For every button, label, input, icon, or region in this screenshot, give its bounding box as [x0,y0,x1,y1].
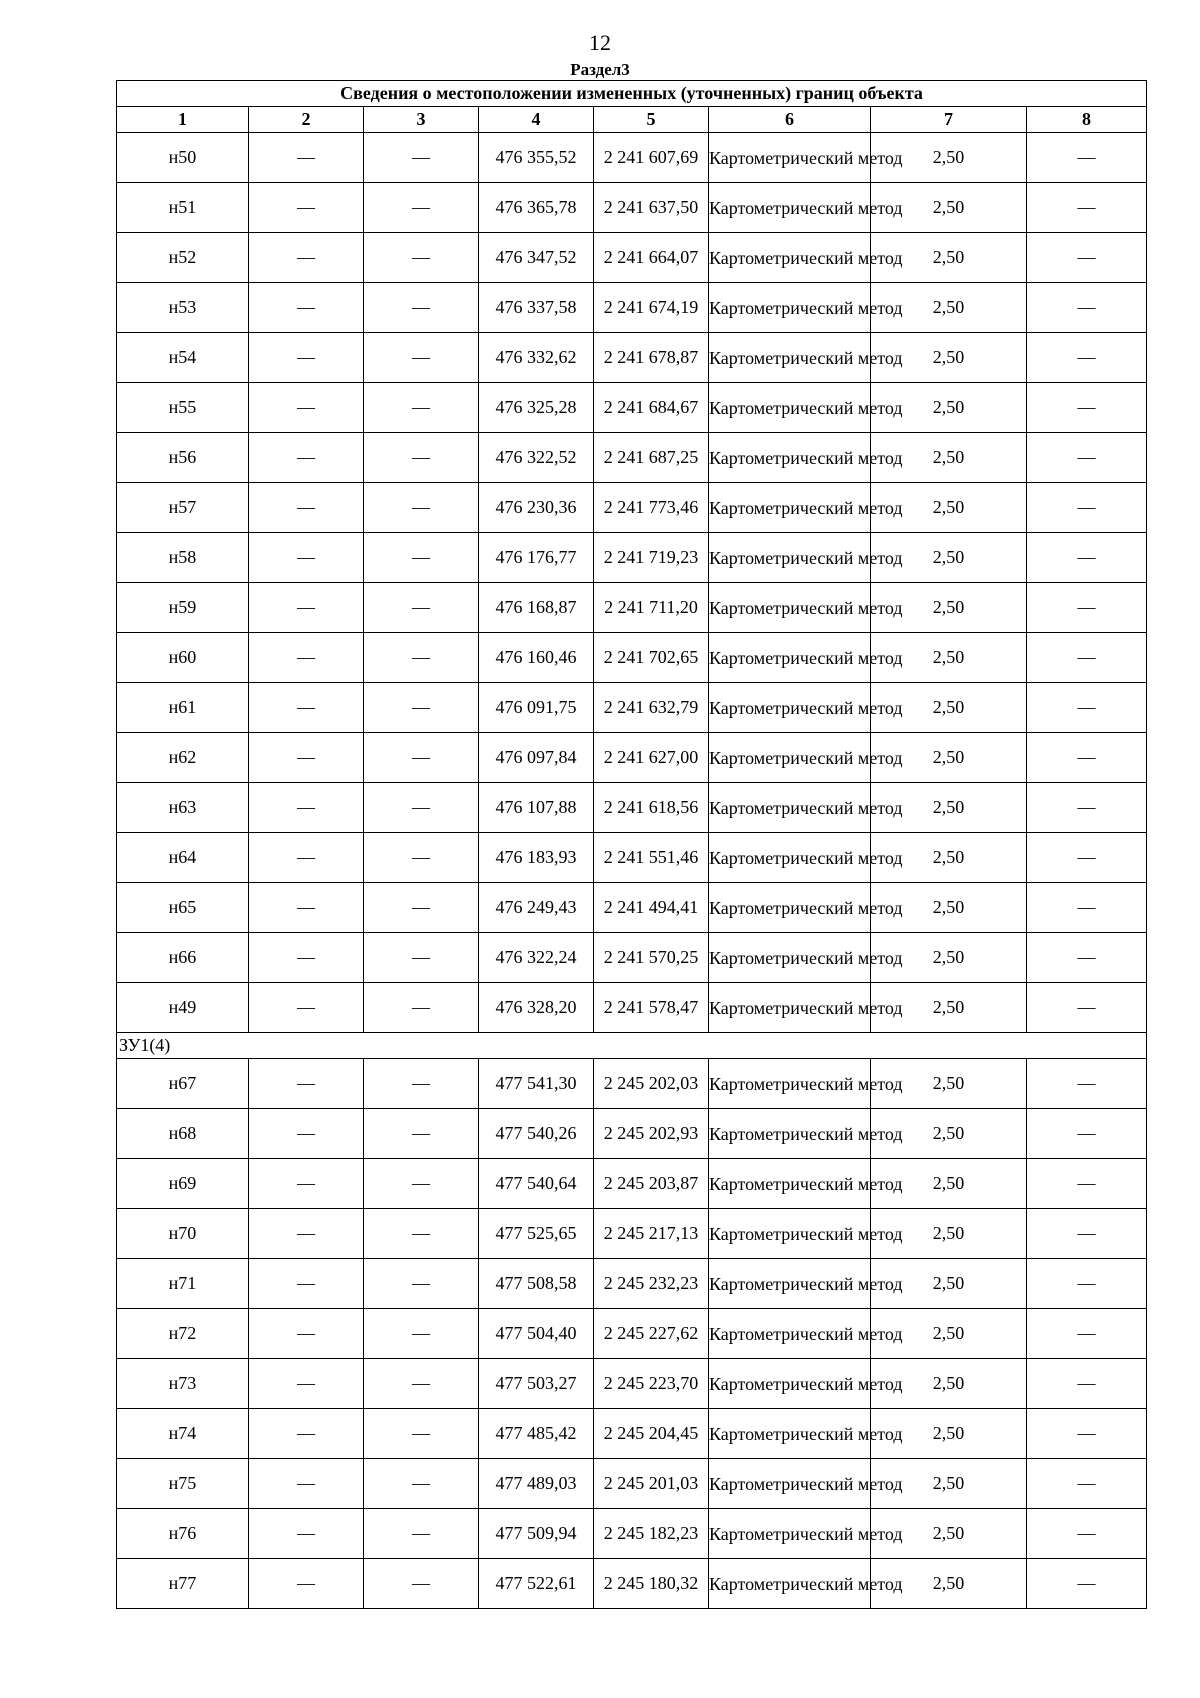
accuracy-cell: 2,50 [871,583,1027,633]
y-coordinate-cell: 2 245 223,70 [594,1359,709,1409]
dash-cell: — [364,1309,479,1359]
y-coordinate-cell: 2 241 687,25 [594,433,709,483]
accuracy-cell: 2,50 [871,1409,1027,1459]
dash-cell: — [1027,633,1147,683]
accuracy-cell: 2,50 [871,1359,1027,1409]
dash-cell: — [364,333,479,383]
method-cell: Картометрический метод [709,1259,871,1309]
dash-cell: — [249,733,364,783]
method-cell: Картометрический метод [709,883,871,933]
dash-cell: — [364,1559,479,1609]
accuracy-cell: 2,50 [871,1109,1027,1159]
point-name-cell: н55 [117,383,249,433]
dash-cell: — [364,483,479,533]
dash-cell: — [1027,1259,1147,1309]
point-name-cell: н64 [117,833,249,883]
x-coordinate-cell: 476 328,20 [479,983,594,1033]
dash-cell: — [249,433,364,483]
table-row [117,733,1147,783]
y-coordinate-cell: 2 241 664,07 [594,233,709,283]
dash-cell: — [364,983,479,1033]
y-coordinate-cell: 2 241 618,56 [594,783,709,833]
dash-cell: — [1027,583,1147,633]
x-coordinate-cell: 476 160,46 [479,633,594,683]
point-name-cell: н63 [117,783,249,833]
table-row [117,333,1147,383]
point-name-cell: н49 [117,983,249,1033]
y-coordinate-cell: 2 245 202,93 [594,1109,709,1159]
x-coordinate-cell: 476 230,36 [479,483,594,533]
dash-cell: — [1027,833,1147,883]
dash-cell: — [364,433,479,483]
dash-cell: — [1027,133,1147,183]
point-name-cell: н77 [117,1559,249,1609]
column-number: 3 [364,107,479,133]
y-coordinate-cell: 2 241 684,67 [594,383,709,433]
dash-cell: — [249,983,364,1033]
method-cell: Картометрический метод [709,433,871,483]
point-name-cell: н54 [117,333,249,383]
dash-cell: — [364,1459,479,1509]
accuracy-cell: 2,50 [871,1059,1027,1109]
table-row [117,283,1147,333]
dash-cell: — [249,233,364,283]
dash-cell: — [364,1209,479,1259]
table-row [117,133,1147,183]
dash-cell: — [364,733,479,783]
table-row [117,1209,1147,1259]
table-row [117,1509,1147,1559]
dash-cell: — [364,833,479,883]
x-coordinate-cell: 476 337,58 [479,283,594,333]
point-name-cell: н66 [117,933,249,983]
method-cell: Картометрический метод [709,333,871,383]
dash-cell: — [1027,883,1147,933]
table-row [117,583,1147,633]
dash-cell: — [249,1559,364,1609]
dash-cell: — [1027,683,1147,733]
group-label: ЗУ1(4) [117,1033,1147,1059]
method-cell: Картометрический метод [709,783,871,833]
dash-cell: — [249,283,364,333]
point-name-cell: н75 [117,1459,249,1509]
point-name-cell: н72 [117,1309,249,1359]
table-row [117,1409,1147,1459]
accuracy-cell: 2,50 [871,483,1027,533]
dash-cell: — [364,883,479,933]
dash-cell: — [249,1359,364,1409]
dash-cell: — [249,1509,364,1559]
dash-cell: — [1027,283,1147,333]
x-coordinate-cell: 477 504,40 [479,1309,594,1359]
method-cell: Картометрический метод [709,983,871,1033]
dash-cell: — [364,1109,479,1159]
dash-cell: — [249,1309,364,1359]
accuracy-cell: 2,50 [871,283,1027,333]
method-cell: Картометрический метод [709,933,871,983]
x-coordinate-cell: 476 183,93 [479,833,594,883]
group-label-row [117,1033,1147,1059]
method-cell: Картометрический метод [709,633,871,683]
dash-cell: — [249,1059,364,1109]
point-name-cell: н73 [117,1359,249,1409]
accuracy-cell: 2,50 [871,1559,1027,1609]
dash-cell: — [1027,1109,1147,1159]
method-cell: Картометрический метод [709,483,871,533]
dash-cell: — [1027,383,1147,433]
y-coordinate-cell: 2 245 202,03 [594,1059,709,1109]
accuracy-cell: 2,50 [871,733,1027,783]
table-row [117,833,1147,883]
boundary-coordinates-table [116,80,1147,1609]
accuracy-cell: 2,50 [871,333,1027,383]
y-coordinate-cell: 2 241 678,87 [594,333,709,383]
point-name-cell: н60 [117,633,249,683]
x-coordinate-cell: 476 091,75 [479,683,594,733]
y-coordinate-cell: 2 241 773,46 [594,483,709,533]
table-row [117,1559,1147,1609]
accuracy-cell: 2,50 [871,983,1027,1033]
x-coordinate-cell: 477 508,58 [479,1259,594,1309]
dash-cell: — [249,583,364,633]
dash-cell: — [249,333,364,383]
dash-cell: — [364,1059,479,1109]
method-cell: Картометрический метод [709,1109,871,1159]
y-coordinate-cell: 2 241 711,20 [594,583,709,633]
method-cell: Картометрический метод [709,733,871,783]
x-coordinate-cell: 476 322,52 [479,433,594,483]
y-coordinate-cell: 2 241 570,25 [594,933,709,983]
column-number: 6 [709,107,871,133]
method-cell: Картометрический метод [709,583,871,633]
x-coordinate-cell: 477 489,03 [479,1459,594,1509]
y-coordinate-cell: 2 245 203,87 [594,1159,709,1209]
point-name-cell: н68 [117,1109,249,1159]
accuracy-cell: 2,50 [871,1209,1027,1259]
table-row [117,1259,1147,1309]
dash-cell: — [1027,1559,1147,1609]
dash-cell: — [364,1509,479,1559]
method-cell: Картометрический метод [709,1559,871,1609]
page-number: 12 [589,30,611,55]
dash-cell: — [1027,1309,1147,1359]
dash-cell: — [1027,933,1147,983]
y-coordinate-cell: 2 241 637,50 [594,183,709,233]
point-name-cell: н56 [117,433,249,483]
method-cell: Картометрический метод [709,1459,871,1509]
point-name-cell: н61 [117,683,249,733]
accuracy-cell: 2,50 [871,233,1027,283]
method-cell: Картометрический метод [709,283,871,333]
dash-cell: — [249,783,364,833]
point-name-cell: н76 [117,1509,249,1559]
point-name-cell: н71 [117,1259,249,1309]
accuracy-cell: 2,50 [871,1259,1027,1309]
dash-cell: — [249,533,364,583]
column-number: 2 [249,107,364,133]
table-row [117,383,1147,433]
x-coordinate-cell: 476 365,78 [479,183,594,233]
table-row [117,1109,1147,1159]
dash-cell: — [1027,333,1147,383]
dash-cell: — [364,683,479,733]
table-row [117,1059,1147,1109]
point-name-cell: н74 [117,1409,249,1459]
table-row [117,433,1147,483]
point-name-cell: н70 [117,1209,249,1259]
point-name-cell: н62 [117,733,249,783]
point-name-cell: н67 [117,1059,249,1109]
dash-cell: — [1027,533,1147,583]
method-cell: Картометрический метод [709,133,871,183]
x-coordinate-cell: 477 503,27 [479,1359,594,1409]
table-row [117,483,1147,533]
dash-cell: — [364,533,479,583]
dash-cell: — [249,183,364,233]
table-row [117,1459,1147,1509]
x-coordinate-cell: 476 322,24 [479,933,594,983]
column-number-row [117,107,1147,133]
method-cell: Картометрический метод [709,233,871,283]
point-name-cell: н58 [117,533,249,583]
dash-cell: — [249,633,364,683]
dash-cell: — [1027,1509,1147,1559]
dash-cell: — [364,783,479,833]
accuracy-cell: 2,50 [871,683,1027,733]
table-row [117,533,1147,583]
table-row [117,1159,1147,1209]
point-name-cell: н57 [117,483,249,533]
y-coordinate-cell: 2 245 232,23 [594,1259,709,1309]
accuracy-cell: 2,50 [871,833,1027,883]
dash-cell: — [249,683,364,733]
accuracy-cell: 2,50 [871,1159,1027,1209]
dash-cell: — [249,483,364,533]
dash-cell: — [364,1409,479,1459]
y-coordinate-cell: 2 241 674,19 [594,283,709,333]
table-row [117,933,1147,983]
dash-cell: — [1027,1409,1147,1459]
y-coordinate-cell: 2 241 627,00 [594,733,709,783]
table-row [117,783,1147,833]
point-name-cell: н52 [117,233,249,283]
accuracy-cell: 2,50 [871,1509,1027,1559]
dash-cell: — [1027,733,1147,783]
point-name-cell: н69 [117,1159,249,1209]
method-cell: Картометрический метод [709,1359,871,1409]
y-coordinate-cell: 2 245 180,32 [594,1559,709,1609]
x-coordinate-cell: 476 325,28 [479,383,594,433]
dash-cell: — [364,583,479,633]
accuracy-cell: 2,50 [871,883,1027,933]
method-cell: Картометрический метод [709,533,871,583]
dash-cell: — [364,183,479,233]
dash-cell: — [249,883,364,933]
dash-cell: — [1027,483,1147,533]
method-cell: Картометрический метод [709,1209,871,1259]
y-coordinate-cell: 2 241 607,69 [594,133,709,183]
dash-cell: — [364,1159,479,1209]
dash-cell: — [249,1409,364,1459]
x-coordinate-cell: 477 541,30 [479,1059,594,1109]
y-coordinate-cell: 2 245 182,23 [594,1509,709,1559]
y-coordinate-cell: 2 241 494,41 [594,883,709,933]
dash-cell: — [249,1209,364,1259]
accuracy-cell: 2,50 [871,433,1027,483]
column-number: 5 [594,107,709,133]
method-cell: Картометрический метод [709,183,871,233]
point-name-cell: н59 [117,583,249,633]
accuracy-cell: 2,50 [871,633,1027,683]
dash-cell: — [364,233,479,283]
x-coordinate-cell: 476 097,84 [479,733,594,783]
dash-cell: — [1027,1359,1147,1409]
dash-cell: — [249,1109,364,1159]
table-row [117,183,1147,233]
y-coordinate-cell: 2 245 217,13 [594,1209,709,1259]
dash-cell: — [249,1159,364,1209]
dash-cell: — [1027,183,1147,233]
column-number: 1 [117,107,249,133]
table-row [117,633,1147,683]
x-coordinate-cell: 476 347,52 [479,233,594,283]
column-number: 8 [1027,107,1147,133]
x-coordinate-cell: 477 540,26 [479,1109,594,1159]
dash-cell: — [364,133,479,183]
point-name-cell: н53 [117,283,249,333]
dash-cell: — [364,1359,479,1409]
accuracy-cell: 2,50 [871,933,1027,983]
dash-cell: — [1027,1159,1147,1209]
dash-cell: — [364,933,479,983]
dash-cell: — [249,133,364,183]
method-cell: Картометрический метод [709,1059,871,1109]
y-coordinate-cell: 2 241 578,47 [594,983,709,1033]
table-title: Сведения о местоположении измененных (уточненных) границ объекта [117,81,1147,107]
x-coordinate-cell: 477 509,94 [479,1509,594,1559]
x-coordinate-cell: 477 540,64 [479,1159,594,1209]
table-row [117,1309,1147,1359]
x-coordinate-cell: 476 249,43 [479,883,594,933]
dash-cell: — [249,933,364,983]
accuracy-cell: 2,50 [871,383,1027,433]
y-coordinate-cell: 2 241 632,79 [594,683,709,733]
y-coordinate-cell: 2 241 551,46 [594,833,709,883]
accuracy-cell: 2,50 [871,533,1027,583]
dash-cell: — [249,383,364,433]
x-coordinate-cell: 476 168,87 [479,583,594,633]
y-coordinate-cell: 2 245 227,62 [594,1309,709,1359]
accuracy-cell: 2,50 [871,183,1027,233]
y-coordinate-cell: 2 245 204,45 [594,1409,709,1459]
method-cell: Картометрический метод [709,683,871,733]
accuracy-cell: 2,50 [871,133,1027,183]
dash-cell: — [1027,983,1147,1033]
method-cell: Картометрический метод [709,1159,871,1209]
method-cell: Картометрический метод [709,1309,871,1359]
dash-cell: — [249,1459,364,1509]
dash-cell: — [1027,1059,1147,1109]
table-body [117,133,1147,1609]
x-coordinate-cell: 476 332,62 [479,333,594,383]
dash-cell: — [364,283,479,333]
method-cell: Картометрический метод [709,833,871,883]
x-coordinate-cell: 477 522,61 [479,1559,594,1609]
x-coordinate-cell: 477 525,65 [479,1209,594,1259]
table-row [117,883,1147,933]
dash-cell: — [249,1259,364,1309]
x-coordinate-cell: 476 176,77 [479,533,594,583]
dash-cell: — [364,383,479,433]
dash-cell: — [1027,1209,1147,1259]
dash-cell: — [249,833,364,883]
x-coordinate-cell: 476 355,52 [479,133,594,183]
method-cell: Картометрический метод [709,1509,871,1559]
accuracy-cell: 2,50 [871,783,1027,833]
x-coordinate-cell: 477 485,42 [479,1409,594,1459]
column-number: 4 [479,107,594,133]
table-row [117,683,1147,733]
column-number: 7 [871,107,1027,133]
point-name-cell: н51 [117,183,249,233]
dash-cell: — [1027,1459,1147,1509]
y-coordinate-cell: 2 245 201,03 [594,1459,709,1509]
y-coordinate-cell: 2 241 702,65 [594,633,709,683]
accuracy-cell: 2,50 [871,1309,1027,1359]
point-name-cell: н50 [117,133,249,183]
accuracy-cell: 2,50 [871,1459,1027,1509]
point-name-cell: н65 [117,883,249,933]
dash-cell: — [1027,433,1147,483]
dash-cell: — [364,633,479,683]
method-cell: Картометрический метод [709,383,871,433]
dash-cell: — [364,1259,479,1309]
method-cell: Картометрический метод [709,1409,871,1459]
dash-cell: — [1027,233,1147,283]
table-row [117,1359,1147,1409]
x-coordinate-cell: 476 107,88 [479,783,594,833]
y-coordinate-cell: 2 241 719,23 [594,533,709,583]
dash-cell: — [1027,783,1147,833]
section-title: Раздел3 [570,60,630,79]
table-row [117,233,1147,283]
table-row [117,983,1147,1033]
